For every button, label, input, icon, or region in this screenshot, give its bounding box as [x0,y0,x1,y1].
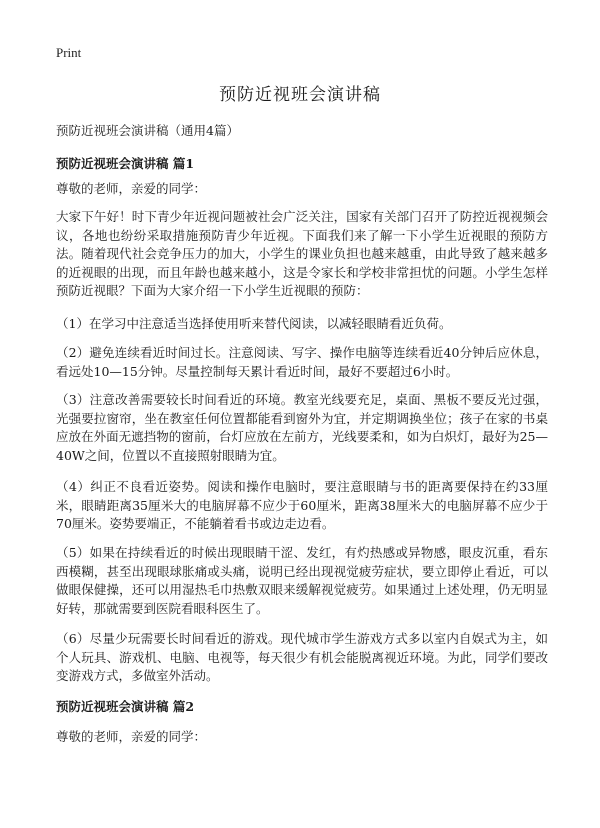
paragraph-tip-3: （3）注意改善需要较长时间看近的环境。教室光线要充足，桌面、黑板不要反光过强，光强要拉窗帘，坐在教室任何位置都能看到窗外为宜，并定期调换坐位；孩子在家的书桌应放在外面无遮挡物的窗前，台灯应放在左前方，光线要柔和，如为白炽灯，最好为25—40W之间，位置以不直接照射眼睛为宜。 [56,392,548,463]
paragraph-tip-1: （1）在学习中注意适当选择使用听来替代阅读，以减轻眼睛看近负荷。 [56,316,452,331]
greeting-1: 尊敬的老师，亲爱的同学： [56,181,207,196]
section-heading-1: 预防近视班会演讲稿 篇1 [56,156,195,171]
paragraph-tip-5: （5）如果在持续看近的时候出现眼睛干涩、发红，有灼热感或异物感，眼皮沉重，看东西模糊，甚至出现眼球胀痛或头痛，说明已经出现视觉疲劳症状，要立即停止看近，可以做眼保健操，还可以用湿热毛巾热敷双眼来缓解视觉疲劳。如果通过上述处理，仍无明显好转，那就需要到医院看眼科医生了。 [56,545,548,616]
paragraph-tip-4: （4）纠正不良看近姿势。阅读和操作电脑时，要注意眼睛与书的距离要保持在约33厘米，眼睛距离35厘米大的电脑屏幕不应少于60厘米，距离38厘米大的电脑屏幕不应少于70厘米。姿势要端正，不能躺着看书或边走边看。 [56,479,548,531]
page-title: 预防近视班会演讲稿 [219,85,381,105]
document-subtitle: 预防近视班会演讲稿（通用4篇） [56,123,239,138]
section-heading-2: 预防近视班会演讲稿 篇2 [56,699,195,714]
paragraph-tip-2: （2）避免连续看近时间过长。注意阅读、写字、操作电脑等连续看近40分钟后应休息，看远处10—15分钟。尽量控制每天累计看近时间，最好不要超过6小时。 [56,345,548,379]
paragraph-intro: 大家下午好！时下青少年近视问题被社会广泛关注，国家有关部门召开了防控近视视频会议，各地也纷纷采取措施预防青少年近视。下面我们来了解一下小学生近视眼的预防方法。随着现代社会竞争压力的加大，小学生的课业负担也越来越重，由此导致了越来越多的近视眼的出现，而且年龄也越来越小，这是令家长和学校非常担忧的问题。小学生怎样预防近视眼？下面为大家介绍一下小学生近视眼的预防： [56,209,548,298]
greeting-2: 尊敬的老师，亲爱的同学： [56,729,207,744]
print-link[interactable]: Print [56,45,82,60]
paragraph-tip-6: （6）尽量少玩需要长时间看近的游戏。现代城市学生游戏方式多以室内自娱式为主，如个人玩具、游戏机、电脑、电视等，每天很少有机会能脱离视近环境。为此，同学们要改变游戏方式，多做室外活动。 [56,631,548,683]
